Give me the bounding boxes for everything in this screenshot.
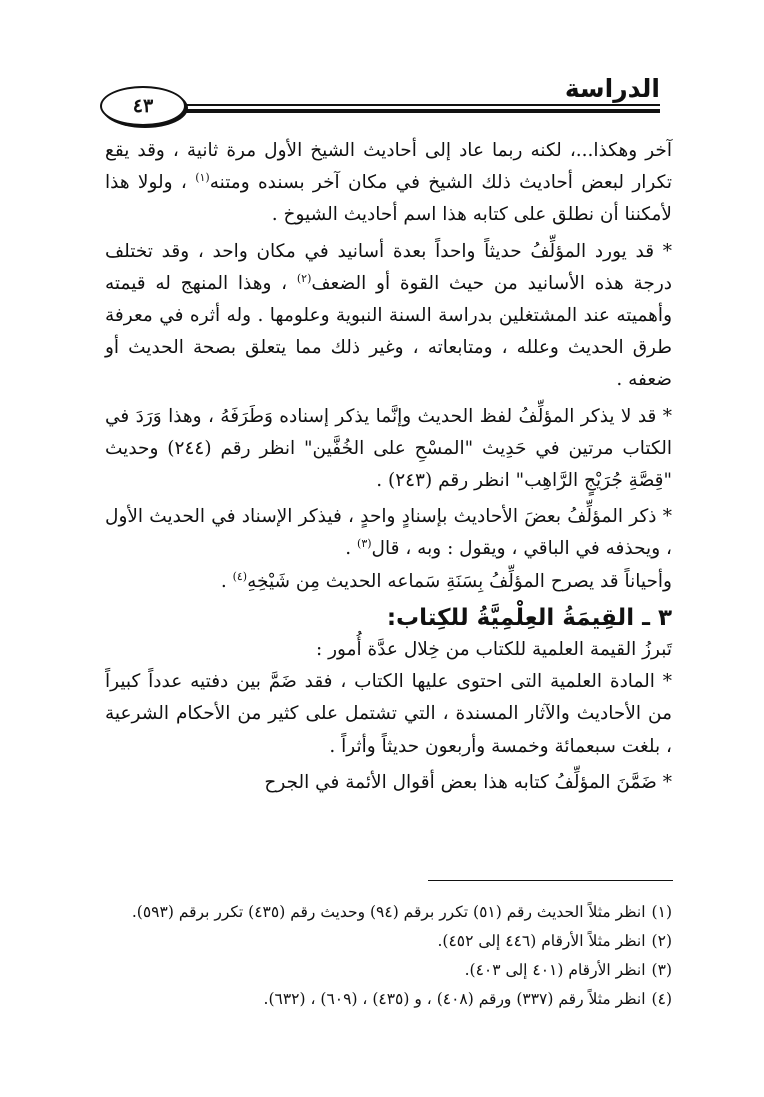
footnote-2: (٢)انظر مثلاً الأرقام (٤٤٦ إلى ٤٥٢). bbox=[437, 932, 672, 950]
paragraph-5: وأحياناً قد يصرح المؤلِّفُ بِسَنَةِ سَماعه الحديث مِن شَيْخِهِ$^{(٤)}$ . bbox=[220, 569, 672, 592]
paragraph-2: * قد يورد المؤلِّفُ حديثاً واحداً بعدة أسانيد في مكان واحد ، وقد تختلف درجة هذه الأسانيد من حيث القوة أو الضعف$^{(٢)}$ ، وهذا المنهج له قيمته وأهميته عند المشتغلين بدراسة السنة النبوية وعلومها . وله أثره في معرفة طرق الحديث وعلله ، ومتابعاته ، وغير ذلك مما يتعلق بصحة الحديث أو ضعفه . bbox=[105, 240, 672, 391]
footnotes bbox=[105, 898, 672, 1014]
paragraph-6: تَبرزُ القيمة العلمية للكتاب من خِلال عدَّة أُمور : bbox=[315, 639, 672, 661]
footnote-4: (٤)انظر مثلاً رقم (٣٣٧) ورقم (٤٠٨) ، و (٤٣٥) ، (٦٠٩) ، (٦٣٢). bbox=[263, 990, 672, 1008]
paragraph-4: * ذكر المؤلِّفُ بعضَ الأحاديث بإسنادٍ واحدٍ ، فيذكر الإسناد في الحديث الأول ، ويحذفه في الباقي ، ويقول : وبه ، قال$^{(٣)}$ . bbox=[105, 506, 672, 560]
footnote-separator bbox=[428, 880, 673, 881]
footnote-ref-3: (٣) bbox=[357, 537, 372, 551]
footnote-ref-2: (٢) bbox=[296, 271, 312, 285]
paragraph-7: * المادة العلمية التى احتوى عليها الكتاب ، فقد ضَمَّ بين دفتيه عدداً كبيراً من الأحاديث والآثار المسندة ، التي تشتمل على كثير من الأحكام الشرعية ، بلغت سبعمائة وخمسة وأربعون حديثاً وأثراً . bbox=[105, 671, 672, 757]
page-number: ٤٣ bbox=[132, 95, 154, 117]
page-number-badge bbox=[100, 86, 186, 126]
footnote-1: (١)انظر مثلاً الحديث رقم (٥١) تكرر برقم (٩٤) وحديث رقم (٤٣٥) تكرر برقم (٥٩٣). bbox=[131, 903, 672, 921]
footnote-ref-1: (١) bbox=[195, 171, 210, 185]
paragraph-1: آخر وهكذا...، لكنه ربما عاد إلى أحاديث الشيخ الأول مرة ثانية ، وقد يقع تكرار لبعض أحاديث ذلك الشيخ في مكان آخر بسنده ومتنه$^{(١)}$ ، ولولا هذا لأمكننا أن نطلق على كتابه هذا اسم أحاديث الشيوخ . bbox=[105, 140, 672, 226]
paragraph-8: * ضَمَّنَ المؤلِّفُ كتابه هذا بعض أقوال الأئمة في الجرح bbox=[264, 771, 672, 793]
main-text bbox=[105, 135, 672, 799]
section-heading: ٣ ـ القِيمَةُ العِلْمِيَّةُ للكِتاب: bbox=[386, 604, 672, 631]
header-rule-thick bbox=[170, 109, 660, 113]
header-rule-thin bbox=[170, 104, 660, 106]
footnote-ref-4: (٤) bbox=[232, 569, 248, 583]
running-title: الدراسة bbox=[564, 74, 660, 103]
page-header bbox=[100, 70, 660, 130]
paragraph-3: * قد لا يذكر المؤلِّفُ لفظ الحديث وإنَّما يذكر إسناده وَطَرَفَهُ ، وهذا وَرَدَ في الكتاب مرتين في حَدِيث "المسْحِ على الخُفَّين" انظر رقم (٢٤٤) وحديث "قِصَّةِ جُرَيْجٍ الرَّاهِب" انظر رقم (٢٤٣) . bbox=[105, 405, 673, 492]
footnote-3: (٣)انظر الأرقام (٤٠١ إلى ٤٠٣). bbox=[464, 961, 672, 979]
